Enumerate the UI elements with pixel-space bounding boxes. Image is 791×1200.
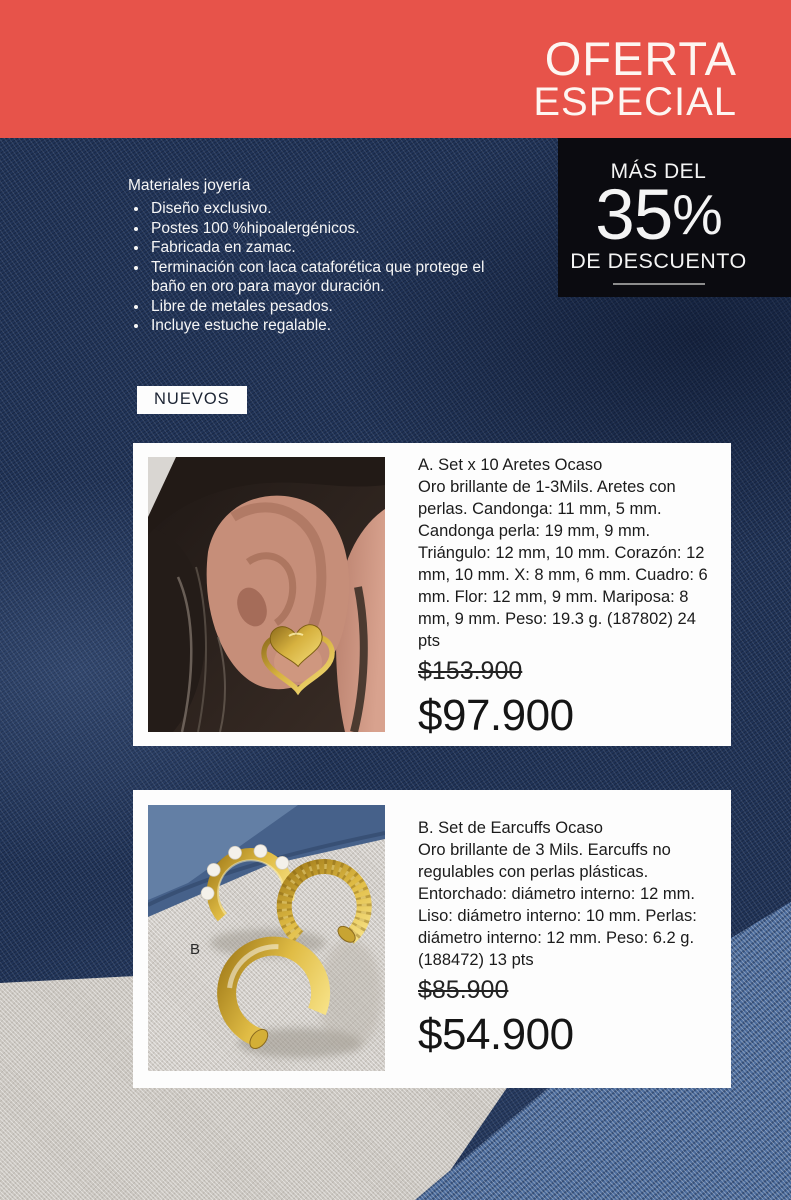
offer-title-line1: OFERTA — [544, 32, 737, 85]
offer-title-line2: ESPECIAL — [533, 80, 737, 124]
materials-section — [128, 176, 488, 336]
product-description: Oro brillante de 3 Mils. Earcuffs no regulables con perlas plásticas. Entorchado: diámetro interno: 12 mm. Liso: diámetro interno: 10 mm. Perlas: diámetro interno: 12 mm. Peso: 6.2 g. (188472) 13 pts — [418, 841, 697, 969]
discount-value — [562, 176, 755, 256]
materials-item: • Fabricada en zamac. — [149, 238, 488, 258]
discount-underline — [613, 283, 705, 285]
materials-item: • Incluye estuche regalable. — [149, 316, 488, 336]
materials-list — [128, 199, 488, 336]
discount-badge — [558, 138, 791, 297]
product-info-b — [418, 817, 717, 1060]
product-photo-label-b: B — [190, 941, 201, 958]
ear-earring-photo — [148, 457, 385, 732]
percent-sign: % — [672, 184, 722, 247]
materials-item: • Postes 100 %hipoalergénicos. — [149, 219, 488, 239]
product-price: $97.900 — [418, 691, 574, 740]
discount-prefix: MÁS DEL — [610, 160, 707, 183]
product-title: B. Set de Earcuffs Ocaso — [418, 819, 603, 837]
materials-item: • Terminación con laca cataforética que protege el baño en oro para mayor duración. — [149, 258, 488, 297]
product-description: Oro brillante de 1-3Mils. Aretes con perlas. Candonga: 11 mm, 5 mm. Candonga perla: 19 mm, 9 mm. Triángulo: 12 mm, 10 mm. Corazón: 12 mm, 10 mm. X: 8 mm, 6 mm. Cuadro: 6 mm. Flor: 12 mm, 9 mm. Mariposa: 8 mm, 9 mm. Peso: 19.3 g. (187802) 24 pts — [418, 478, 708, 650]
product-old-price: $153.900 — [418, 657, 523, 685]
product-title: A. Set x 10 Aretes Ocaso — [418, 456, 603, 474]
discount-number: 35 — [595, 176, 673, 256]
discount-suffix: DE DESCUENTO — [570, 249, 747, 274]
product-info-a — [418, 454, 717, 741]
product-card-b[interactable] — [133, 790, 731, 1088]
offer-banner — [0, 0, 791, 138]
materials-heading: Materiales joyería — [128, 177, 251, 194]
materials-item: • Libre de metales pesados. — [149, 297, 488, 317]
materials-item: • Diseño exclusivo. — [149, 199, 488, 219]
product-old-price: $85.900 — [418, 976, 509, 1004]
product-photo-b — [148, 805, 385, 1071]
twisted-earcuff-icon — [279, 860, 371, 947]
product-price: $54.900 — [418, 1010, 574, 1059]
product-card-a[interactable] — [133, 443, 731, 746]
product-photo-a — [148, 457, 385, 732]
earcuffs-photo — [148, 805, 385, 1071]
offer-title — [533, 32, 737, 124]
nuevos-badge: NUEVOS — [137, 386, 247, 414]
